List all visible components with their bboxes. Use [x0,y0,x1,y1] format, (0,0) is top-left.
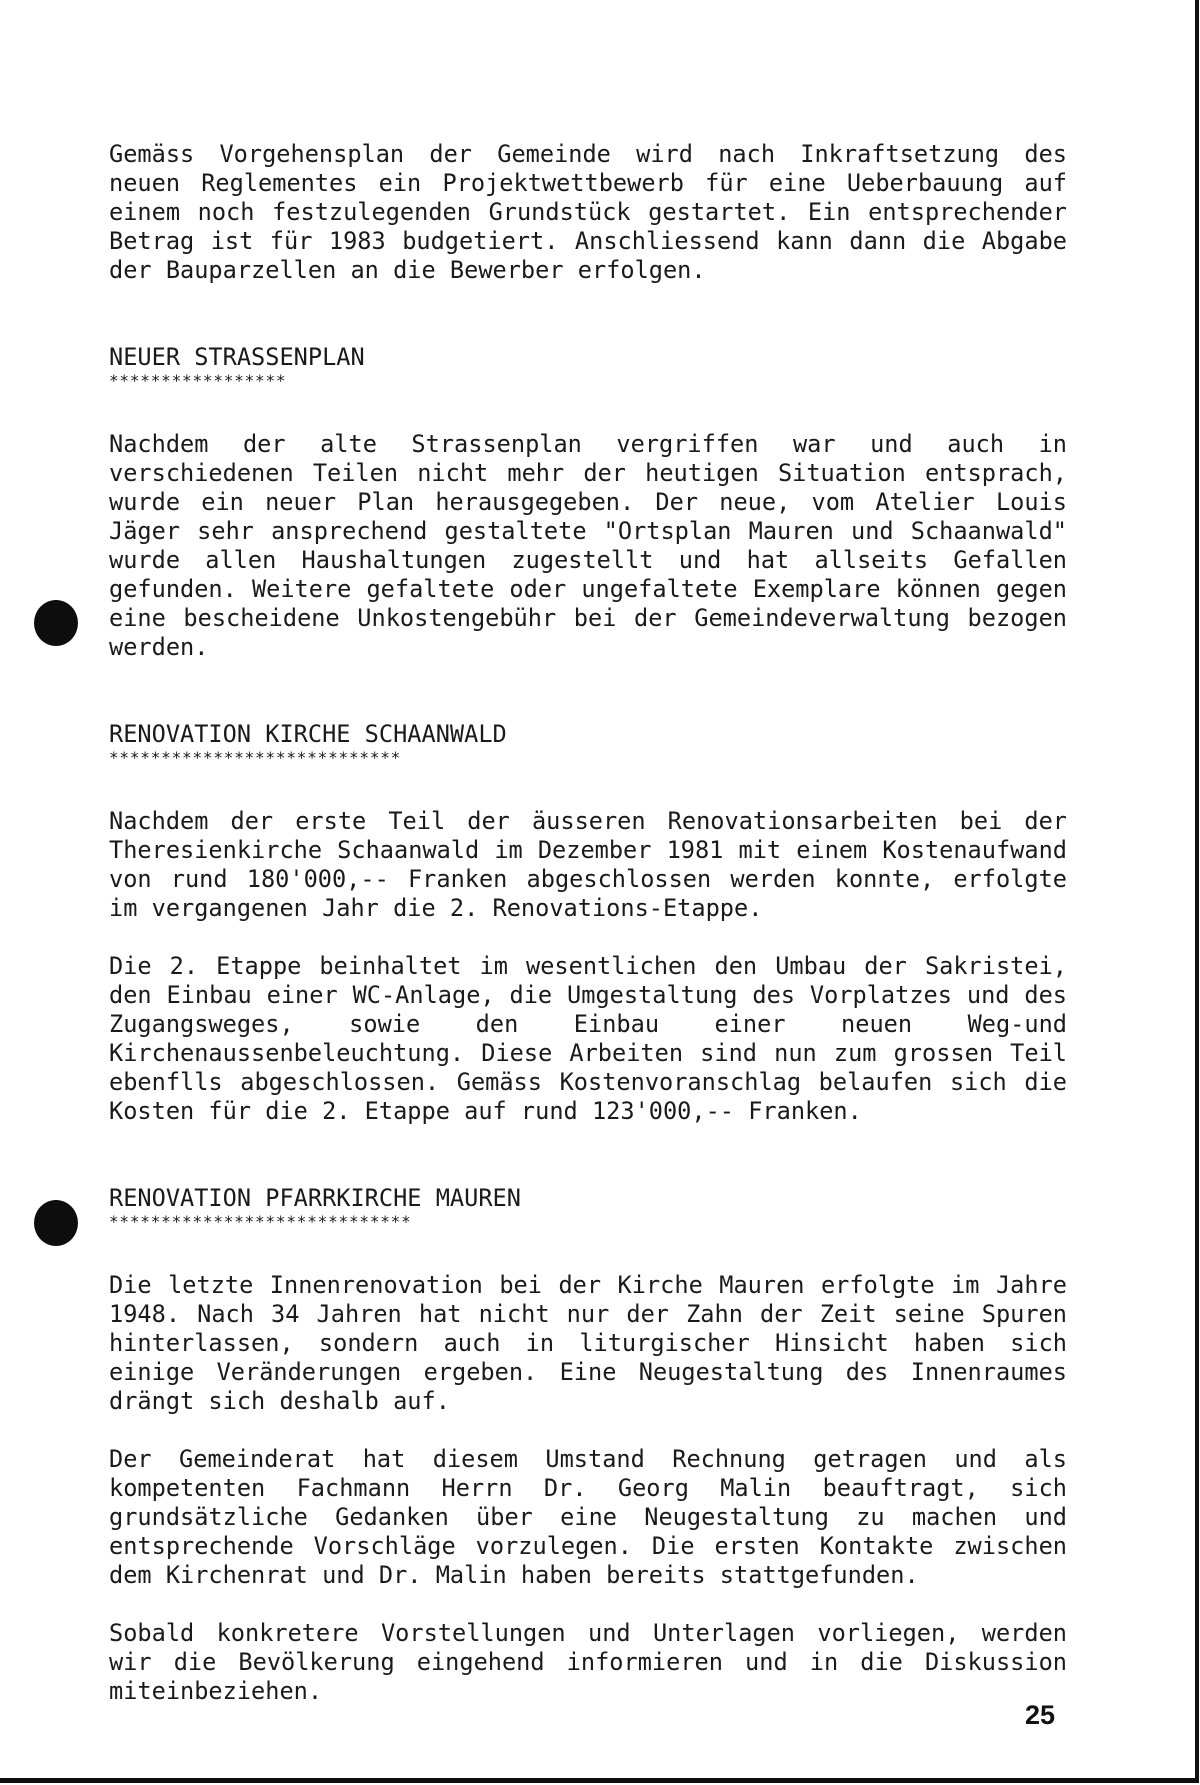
section-paragraph: Die 2. Etappe beinhaltet im wesentlichen den Umbau der Sakristei, den Einbau einer WC-Anlage, die Umgestaltung des Vorplatzes und des Zugangsweges, sowie den Einbau einer neuen Weg-und Kirchenaussenbeleuchtung. Diese Arbeiten sind nun zum grossen Teil ebenflls abgeschlossen. Gemäss Kostenvoranschlag belaufen sich die Kosten für die 2. Etappe auf rund 123'000,-- Franken. [109,952,1067,1125]
page-content [109,140,1067,1735]
heading-underline: ***************** [109,371,287,390]
section-strassenplan [109,343,1067,662]
punch-hole-upper [34,600,78,646]
page-number: 25 [1025,1700,1056,1730]
heading-underline: **************************** [109,748,402,767]
section-paragraph: Die letzte Innenrenovation bei der Kirche Mauren erfolgte im Jahre 1948. Nach 34 Jahren hat nicht nur der Zahn der Zeit seine Spuren hinterlassen, sondern auch in liturgischer Hinsicht haben sich einige Veränderungen ergeben. Eine Neugestaltung des Innenraumes drängt sich deshalb auf. [109,1271,1067,1415]
intro-paragraph: Gemäss Vorgehensplan der Gemeinde wird nach Inkraftsetzung des neuen Reglementes ein Projektwettbewerb für eine Ueberbauung auf einem noch festzulegenden Grundstück gestartet. Ein entsprechender Betrag ist für 1983 budgetiert. Anschliessend kann dann die Abgabe der Bauparzellen an die Bewerber erfolgen. [109,140,1067,284]
section-pfarrkirche-mauren [109,1184,1067,1706]
punch-hole-lower [34,1200,78,1246]
section-paragraph: Der Gemeinderat hat diesem Umstand Rechnung getragen und als kompetenten Fachmann Herrn Dr. Georg Malin beauftragt, sich grundsätzliche Gedanken über eine Neugestaltung zu machen und entsprechende Vorschläge vorzulegen. Die ersten Kontakte zwischen dem Kirchenrat und Dr. Malin haben bereits stattgefunden. [109,1445,1067,1589]
section-heading: RENOVATION KIRCHE SCHAANWALD [109,720,507,748]
section-heading: RENOVATION PFARRKIRCHE MAUREN [109,1184,521,1212]
section-paragraph: Sobald konkretere Vorstellungen und Unterlagen vorliegen, werden wir die Bevölkerung eingehend informieren und in die Diskussion miteinbeziehen. [109,1619,1067,1705]
heading-underline: ***************************** [109,1212,412,1231]
section-kirche-schaanwald [109,720,1067,1126]
section-heading: NEUER STRASSENPLAN [109,343,365,371]
section-paragraph: Nachdem der erste Teil der äusseren Renovationsarbeiten bei der Theresienkirche Schaanwald im Dezember 1981 mit einem Kostenaufwand von rund 180'000,-- Franken abgeschlossen werden konnte, erfolgte im vergangenen Jahr die 2. Renovations-Etappe. [109,807,1067,922]
section-paragraph: Nachdem der alte Strassenplan vergriffen war und auch in verschiedenen Teilen nicht mehr der heutigen Situation entsprach, wurde ein neuer Plan herausgegeben. Der neue, vom Atelier Louis Jäger sehr ansprechend gestaltete "Ortsplan Mauren und Schaanwald" wurde allen Haushaltungen zugestellt und hat allseits Gefallen gefunden. Weitere gefaltete oder ungefaltete Exemplare können gegen eine bescheidene Unkostengebühr bei der Gemeindeverwaltung bezogen werden. [109,430,1067,661]
